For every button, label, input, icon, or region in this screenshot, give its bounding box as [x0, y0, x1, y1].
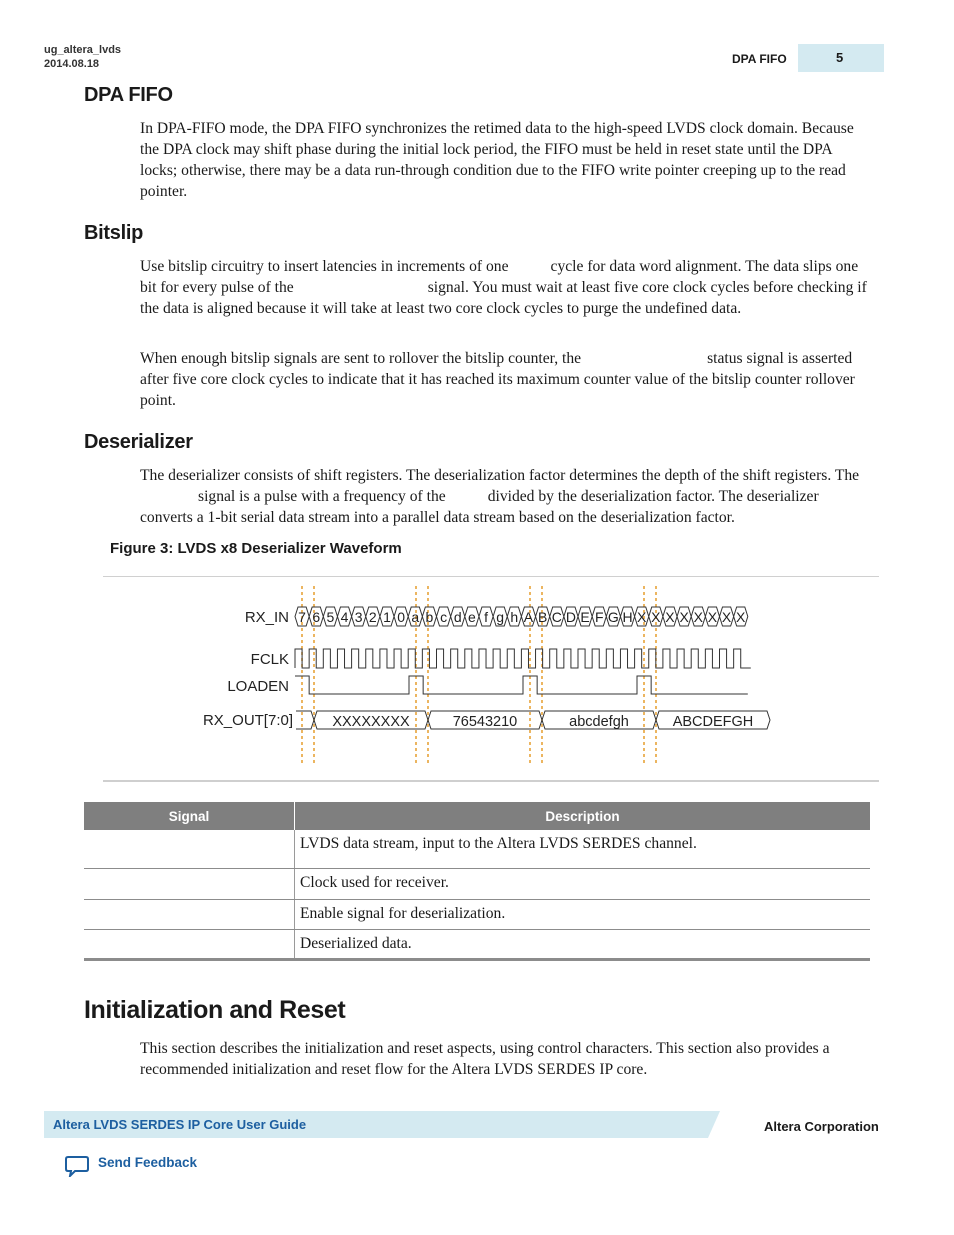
table-header-row [84, 802, 870, 830]
table-row [84, 899, 870, 929]
speech-bubble-icon [65, 1155, 89, 1177]
rx-out-word: 76543210 [452, 714, 518, 730]
rx-out-word: ABCDEFGH [672, 714, 754, 730]
rx-in-bit: 4 [340, 609, 349, 625]
rx-in-bit: D [565, 609, 576, 625]
bitslip-text-b: cycle for data word alignment. The data slips one bit for every pulse of the [140, 258, 859, 296]
footer-company: Altera Corporation [764, 1119, 879, 1134]
rx-in-bit: X [721, 609, 732, 625]
description-cell: Clock used for receiver. [295, 868, 871, 899]
heading-bitslip: Bitslip [84, 222, 144, 244]
paragraph-initialization: This section describes the initialization and reset aspects, using control characters. This section also provides a recommended initialization and reset flow for the Altera LVDS SERDES IP core. [140, 1040, 830, 1078]
page-number: 5 [836, 50, 844, 65]
rx-in-bit: c [440, 609, 448, 625]
paragraph-dpa-fifo: In DPA-FIFO mode, the DPA FIFO synchronizes the retimed data to the high-speed LVDS clock domain. Because the DPA clock may shift phase during the initial lock period, the FIFO must be held in reset state until the DPA locks; otherwise, there may be a data run-through condition due to the FIFO write pointer creeping up to the read pointer. [140, 120, 854, 200]
signal-cell [84, 830, 295, 868]
rx-in-bit: b [425, 609, 434, 625]
rx-in-bit: E [580, 609, 590, 625]
signal-cell [84, 868, 295, 899]
rx-in-bit: X [693, 609, 703, 625]
deser-text-a: The deserializer consists of shift registers. The deserialization factor determines the depth of the shift registers. The [140, 467, 860, 484]
doc-id: ug_altera_lvds [44, 44, 122, 56]
doc-date: 2014.08.18 [44, 58, 100, 70]
rx-in-bit: B [537, 609, 548, 625]
table-row [84, 868, 870, 899]
description-cell: Enable signal for deserialization. [295, 899, 871, 929]
column-header-description: Description [295, 802, 871, 830]
footer-guide-title: Altera LVDS SERDES IP Core User Guide [53, 1117, 307, 1132]
rx-in-bit: X [679, 609, 689, 625]
waveform-traces [295, 607, 770, 730]
rx-in-bit: e [467, 609, 476, 625]
table-row [84, 929, 870, 959]
signal-label: LOADEN [227, 678, 289, 695]
rx-in-bit: d [453, 609, 462, 625]
description-cell: Deserialized data. [295, 929, 871, 959]
signal-label: RX_IN [244, 609, 289, 626]
bitslip-text-d: When enough bitslip signals are sent to rollover the bitslip counter, the [140, 350, 582, 367]
heading-initialization-reset: Initialization and Reset [84, 996, 346, 1024]
fclk-trace [295, 649, 751, 668]
rx-in-bit: X [665, 609, 675, 625]
rx-in-bit: f [484, 609, 488, 625]
deser-text-b: signal is a pulse with a frequency of the [198, 488, 446, 505]
signal-labels [203, 609, 293, 729]
rx-out-word: XXXXXXXX [332, 714, 410, 730]
rx-in-bit: 1 [383, 609, 391, 625]
rx-in-bit: X [651, 609, 661, 625]
signal-label: RX_OUT[7:0] [202, 712, 293, 729]
description-cell: LVDS data stream, input to the Altera LVDS SERDES channel. [295, 830, 871, 868]
signal-label: FCLK [250, 651, 289, 668]
deser-text-c: divided by the deserialization factor. The deserializer converts a 1-bit serial data stream into a parallel data stream based on the deserialization factor. [140, 488, 819, 526]
column-header-signal: Signal [84, 802, 295, 830]
rx-in-bit: X [736, 609, 746, 625]
figure-caption: Figure 3: LVDS x8 Deserializer Waveform [110, 540, 402, 557]
bitslip-text-e: status signal is asserted after five core clock cycles to indicate that it has reached its maximum counter value of the bitslip counter rollover point. [140, 350, 855, 409]
heading-dpa-fifo: DPA FIFO [84, 84, 173, 106]
signal-table [84, 802, 870, 961]
signal-cell [84, 929, 295, 959]
rx-in-bit: h [510, 609, 519, 625]
bitslip-text-a: Use bitslip circuitry to insert latencies in increments of one [140, 258, 509, 275]
running-section-title: DPA FIFO [732, 52, 787, 66]
send-feedback-label: Send Feedback [98, 1155, 198, 1170]
bitslip-text-c: signal. You must wait at least five core clock cycles before checking if the data is aligned because it will take at least two core clock cycles to purge the undefined data. [140, 279, 867, 317]
figure-bottom-rule [103, 780, 879, 782]
signal-cell [84, 899, 295, 929]
rx-out-word: abcdefgh [569, 714, 629, 730]
rx-in-bit: g [496, 609, 505, 625]
table-row [84, 830, 870, 868]
rx-in-bit: 0 [397, 609, 406, 625]
heading-deserializer: Deserializer [84, 431, 193, 453]
rx-in-bit: X [637, 609, 647, 625]
rx-in-bit: a [411, 609, 420, 625]
rx-in-bit: G [607, 609, 619, 625]
rx-in-bit: F [594, 609, 604, 625]
rx-in-bit: C [551, 609, 562, 625]
rx-in-bit: X [707, 609, 718, 625]
rx-in-bit: 6 [312, 609, 321, 625]
rx-in-bit: H [622, 609, 633, 625]
rx-in-bit: 3 [354, 609, 363, 625]
send-feedback-link[interactable] [66, 1154, 206, 1180]
rx-in-bit: 5 [326, 609, 335, 625]
rx-in-bit: A [523, 609, 534, 625]
rx-in-bit: 2 [368, 609, 377, 625]
rx-in-bit: 7 [298, 609, 306, 625]
loaden-trace [295, 676, 748, 694]
